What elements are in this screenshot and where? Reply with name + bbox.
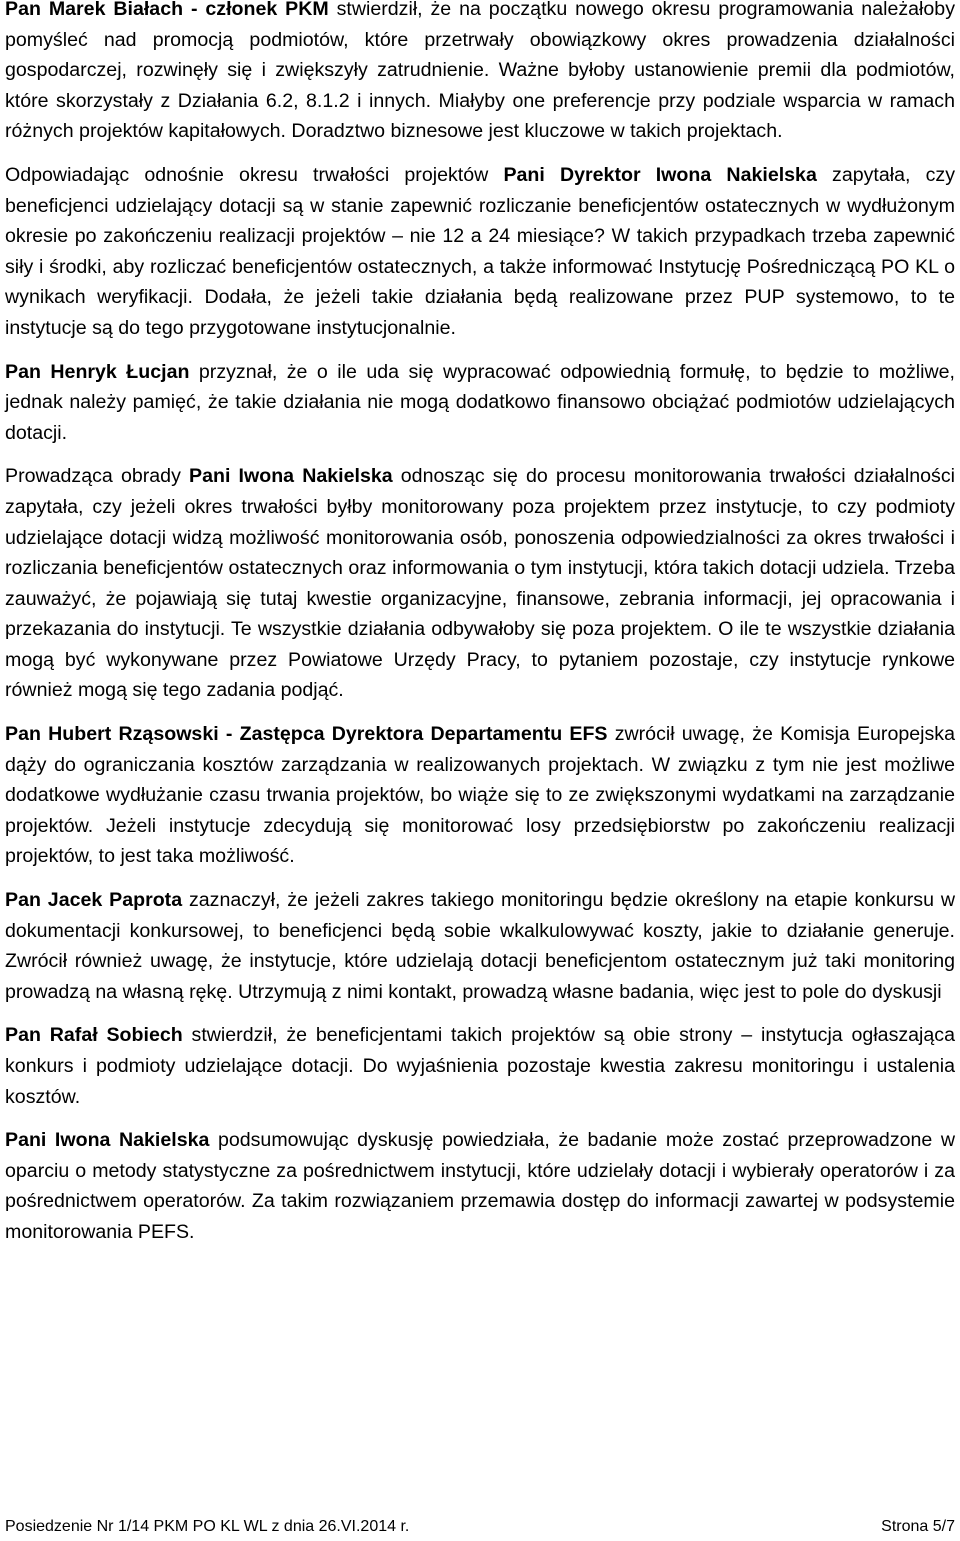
paragraph-nakielska-1: [5, 160, 955, 344]
paragraph-intro: Odpowiadając odnośnie okresu trwałości projektów: [5, 163, 504, 186]
paragraph-text: stwierdził, że na początku nowego okresu programowania należałoby pomyśleć nad promocją podmiotów, które przetrwały obowiązkowy okres prowadzenia działalności gospodarczej, rozwinęły się i zwiększyły zatrudnienie. Ważne byłoby ustanowienie premii dla podmiotów, które skorzystały z Działania 6.2, 8.1.2 i innych. Miałyby one preferencje przy podziale wsparcia w ramach różnych projektów kapitałowych. Doradztwo biznesowe jest kluczowe w takich projektach.: [5, 0, 955, 143]
speaker-name: Pan Jacek Paprota: [5, 889, 183, 912]
document-body: [5, 0, 955, 1261]
paragraph-text: stwierdził, że beneficjentami takich projektów są obie strony – instytucja ogłaszająca konkurs i podmioty udzielające dotacji. Do wyjaśnienia pozostaje kwestia zakresu monitoringu i ustalenia kosztów.: [5, 1024, 956, 1108]
footer-page-number: Strona 5/7: [881, 1518, 955, 1535]
paragraph-rzasowski: [5, 719, 955, 872]
paragraph-text: odnosząc się do procesu monitorowania trwałości działalności zapytała, czy jeżeli okres trwałości byłby monitorowany poza projektem przez instytucje, to czy podmioty udzielające dotacji widzą możliwość monitorowania osób, ponoszenia odpowiedzialności za okres trwałości i rozliczania beneficjentów ostatecznych oraz informowania o tym instytucji, która takich dotacji udziela. Trzeba zauważyć, że pojawiają się tutaj kwestie organizacyjne, finansowe, zebrania informacji, jej opracowania i przekazania do instytucji. Te wszystkie działania odbywałoby się poza projektem. O ile te wszystkie działania mogą być wykonywane przez Powiatowe Urzędy Pracy, to pytaniem pozostaje, czy instytucje rynkowe również mogą się tego zadania podjąć.: [5, 465, 955, 702]
paragraph-intro: Prowadząca obrady: [5, 465, 190, 488]
speaker-name: Pan Hubert Rząsowski - Zastępca Dyrektora Departamentu EFS: [5, 723, 608, 746]
speaker-name: Pan Henryk Łucjan: [5, 360, 190, 383]
paragraph-bialach: [5, 0, 955, 147]
paragraph-paprota: [5, 885, 955, 1007]
paragraph-text: zwrócił uwagę, że Komisja Europejska dąży do ograniczania kosztów zarządzania w realizowanych projektach. W związku z tym nie jest możliwe dodatkowe wydłużanie czasu trwania projektów, bo wiąże się to ze zwiększonymi wydatkami na zarządzanie projektów. Jeżeli instytucje zdecydują się monitorować losy przedsiębiorstw po zakończeniu realizacji projektów, to jest taka możliwość.: [5, 723, 955, 868]
speaker-name: Pani Dyrektor Iwona Nakielska: [503, 163, 817, 186]
paragraph-sobiech: [5, 1020, 955, 1112]
page-footer: [5, 1517, 955, 1537]
speaker-name: Pan Rafał Sobiech: [5, 1024, 183, 1047]
speaker-name: Pani Iwona Nakielska: [5, 1129, 210, 1152]
paragraph-nakielska-2: [5, 461, 955, 706]
speaker-name: Pan Marek Białach - członek PKM: [5, 0, 329, 20]
paragraph-lucjan: [5, 357, 955, 449]
paragraph-text: zaznaczył, że jeżeli zakres takiego monitoringu będzie określony na etapie konkursu w dokumentacji konkursowej, to beneficjenci będą sobie wkalkulowywać koszty, jakie to działanie generuje. Zwrócił również uwagę, że instytucje, które udzielają dotacji beneficjentom ostatecznym już taki monitoring prowadzą na własną rękę. Utrzymują z nimi kontakt, prowadzą własne badania, więc jest to pole do dyskusji: [5, 889, 956, 1003]
paragraph-text: podsumowując dyskusję powiedziała, że badanie może zostać przeprowadzone w oparciu o metody statystyczne za pośrednictwem instytucji, które udzielały dotacji i wybierały operatorów i za pośrednictwem operatorów. Za takim rozwiązaniem przemawia dostęp do informacji zawartej w podsystemie monitorowania PEFS.: [5, 1129, 955, 1243]
footer-meeting-info: Posiedzenie Nr 1/14 PKM PO KL WL z dnia 26.VI.2014 r.: [5, 1518, 410, 1535]
speaker-name: Pani Iwona Nakielska: [189, 465, 393, 488]
paragraph-text: zapytała, czy beneficjenci udzielający dotacji są w stanie zapewnić rozliczanie beneficjentów ostatecznych w wydłużonym okresie po zakończeniu realizacji projektów – nie 12 a 24 miesiące? W takich przypadkach trzeba zapewnić siły i środki, aby rozliczać beneficjentów ostatecznych, a także informować Instytucję Pośredniczącą PO KL o wynikach weryfikacji. Dodała, że jeżeli takie działania będą realizowane przez PUP systemowo, to te instytucje są do tego przygotowane instytucjonalnie.: [5, 163, 956, 339]
paragraph-nakielska-3: [5, 1125, 955, 1247]
paragraph-text: przyznał, że o ile uda się wypracować odpowiednią formułę, to będzie to możliwe, jednak należy pamięć, że takie działania nie mogą dodatkowo finansowo obciążać podmiotów udzielających dotacji.: [5, 360, 955, 444]
